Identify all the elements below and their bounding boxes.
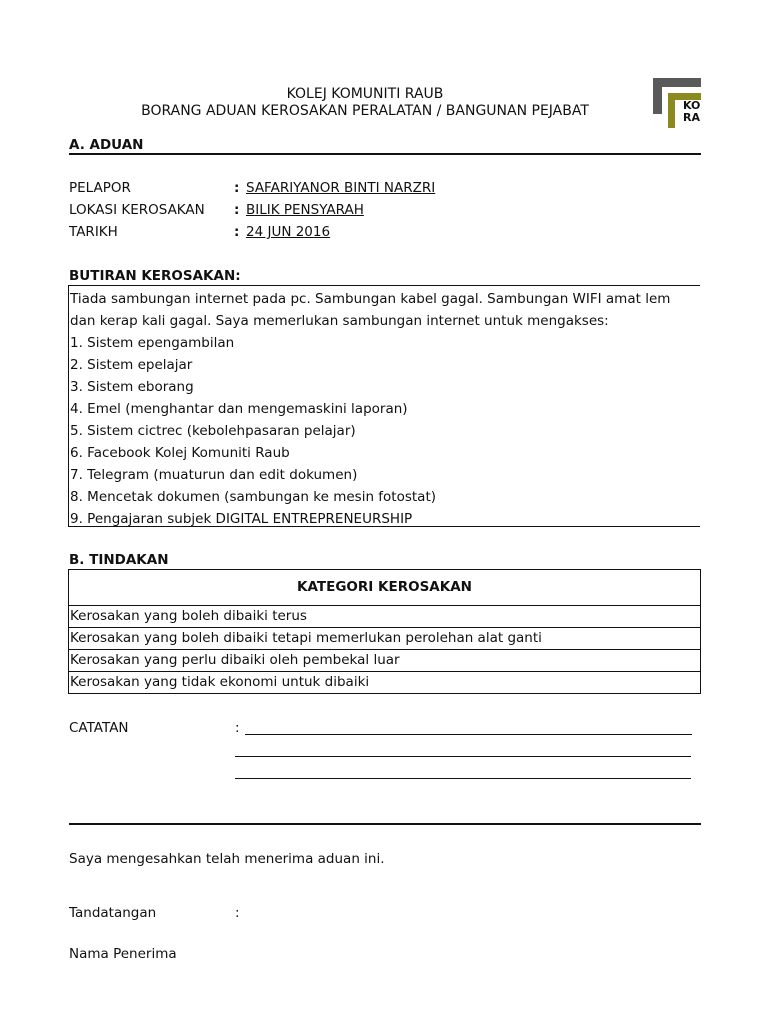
logo-text-top: KO bbox=[683, 99, 701, 112]
receiver-name-label: Nama Penerima bbox=[69, 946, 177, 962]
location-colon: : bbox=[234, 202, 240, 218]
confirmation-statement: Saya mengesahkan telah menerima aduan ini. bbox=[69, 851, 385, 867]
form-title: BORANG ADUAN KEROSAKAN PERALATAN / BANGUNAN PEJABAT bbox=[141, 103, 589, 119]
location-value: BILIK PENSYARAH bbox=[246, 202, 364, 218]
date-colon: : bbox=[234, 224, 240, 240]
details-list-item: 9. Pengajaran subjek DIGITAL ENTREPRENEURSHIP bbox=[70, 511, 413, 527]
date-label: TARIKH bbox=[69, 224, 118, 240]
reporter-label: PELAPOR bbox=[69, 180, 131, 196]
table-row: Kerosakan yang boleh dibaiki terus bbox=[69, 605, 700, 627]
signature-label: Tandatangan bbox=[69, 905, 157, 921]
form-institution: KOLEJ KOMUNITI RAUB bbox=[286, 86, 444, 102]
details-list-item: 8. Mencetak dokumen (sambungan ke mesin fotostat) bbox=[70, 489, 437, 505]
details-box bbox=[68, 285, 700, 527]
details-list-item: 1. Sistem epengambilan bbox=[70, 335, 235, 351]
notes-line bbox=[245, 734, 692, 735]
notes-line bbox=[235, 778, 691, 779]
reporter-colon: : bbox=[234, 180, 240, 196]
college-logo bbox=[653, 78, 701, 128]
details-list-item: 6. Facebook Kolej Komuniti Raub bbox=[70, 445, 290, 461]
table-header: KATEGORI KEROSAKAN bbox=[297, 579, 472, 595]
details-title: BUTIRAN KEROSAKAN: bbox=[69, 268, 241, 284]
table-row: Kerosakan yang perlu dibaiki oleh pembekal luar bbox=[69, 649, 700, 671]
details-list-item: 7. Telegram (muaturun dan edit dokumen) bbox=[70, 467, 358, 483]
details-list-item: 4. Emel (menghantar dan mengemaskini laporan) bbox=[70, 401, 408, 417]
section-b-title: B. TINDAKAN bbox=[69, 552, 169, 568]
damage-category-table bbox=[68, 569, 701, 694]
details-list-item: 3. Sistem eborang bbox=[70, 379, 194, 395]
notes-colon: : bbox=[235, 720, 240, 736]
date-value: 24 JUN 2016 bbox=[246, 224, 331, 240]
logo-text-bottom: RA bbox=[683, 111, 700, 124]
details-line: Tiada sambungan internet pada pc. Sambungan kabel gagal. Sambungan WIFI amat lem bbox=[70, 291, 671, 307]
notes-line bbox=[235, 756, 691, 757]
details-list-item: 2. Sistem epelajar bbox=[70, 357, 193, 373]
table-row: Kerosakan yang tidak ekonomi untuk dibaiki bbox=[69, 671, 700, 693]
section-a-divider bbox=[69, 153, 701, 155]
notes-label: CATATAN bbox=[69, 720, 129, 736]
section-a-title: A. ADUAN bbox=[69, 137, 144, 153]
details-list-item: 5. Sistem cictrec (kebolehpasaran pelajar) bbox=[70, 423, 356, 439]
reporter-value: SAFARIYANOR BINTI NARZRI bbox=[246, 180, 436, 196]
details-line: dan kerap kali gagal. Saya memerlukan sambungan internet untuk mengakses: bbox=[70, 313, 609, 329]
confirmation-divider bbox=[69, 823, 701, 825]
signature-colon: : bbox=[235, 905, 240, 921]
location-label: LOKASI KEROSAKAN bbox=[69, 202, 205, 218]
table-row: Kerosakan yang boleh dibaiki tetapi memerlukan perolehan alat ganti bbox=[69, 627, 700, 649]
